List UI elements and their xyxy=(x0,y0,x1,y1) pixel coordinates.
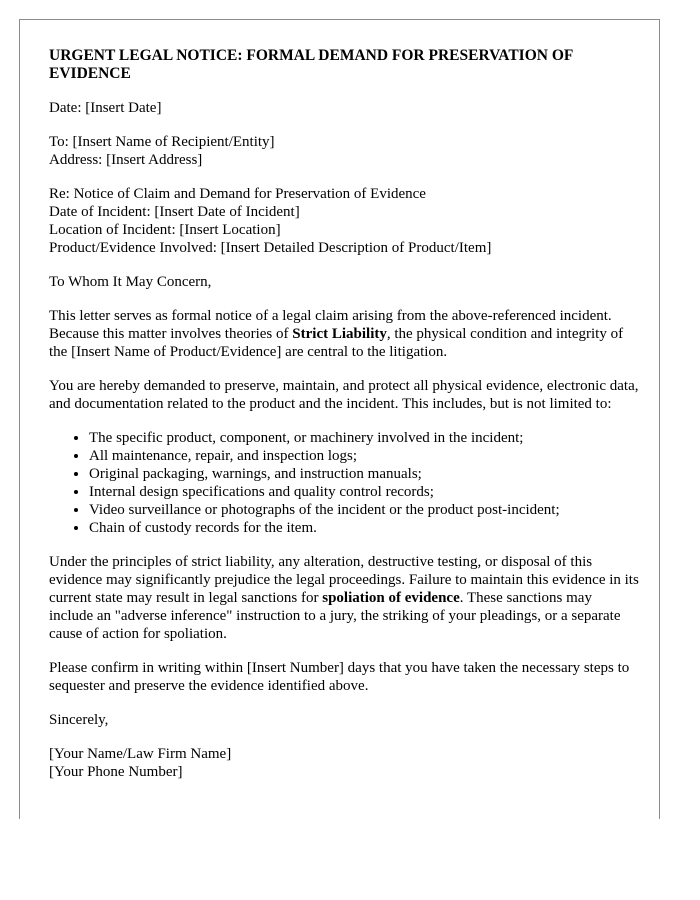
closing: Sincerely, xyxy=(49,712,109,728)
strict-liability-emphasis: Strict Liability xyxy=(292,326,387,342)
salutation: To Whom It May Concern, xyxy=(49,274,212,290)
re-line: Re: Notice of Claim and Demand for Preservation of Evidence xyxy=(49,186,426,202)
paragraph-notice-text: This letter serves as formal notice of a legal claim arising from the above-referenced incident. Because this matter involves theories of xyxy=(49,308,612,342)
signature-block xyxy=(49,745,639,781)
signature-name: [Your Name/Law Firm Name] xyxy=(49,746,232,762)
letter-body xyxy=(49,47,639,781)
document-page xyxy=(19,19,660,819)
list-item: • Chain of custody records for the item. xyxy=(89,519,639,537)
recipient-to: To: [Insert Name of Recipient/Entity] xyxy=(49,134,275,150)
paragraph-notice xyxy=(49,307,639,361)
product-line: Product/Evidence Involved: [Insert Detailed Description of Product/Item] xyxy=(49,240,492,256)
incident-date-line: Date of Incident: [Insert Date of Incident] xyxy=(49,204,300,220)
date-line: Date: [Insert Date] xyxy=(49,100,162,116)
recipient-block xyxy=(49,133,639,169)
recipient-address: Address: [Insert Address] xyxy=(49,152,203,168)
paragraph-confirm: Please confirm in writing within [Insert Number] days that you have taken the necessary steps to sequester and preserve the evidence identified above. xyxy=(49,660,630,694)
paragraph-demand: You are hereby demanded to preserve, maintain, and protect all physical evidence, electronic data, and documentation related to the product and the incident. This includes, but is not limited to: xyxy=(49,378,639,412)
list-item: • Original packaging, warnings, and instruction manuals; xyxy=(89,465,639,483)
signature-phone: [Your Phone Number] xyxy=(49,764,183,780)
incident-location-line: Location of Incident: [Insert Location] xyxy=(49,222,281,238)
list-item: • Video surveillance or photographs of the incident or the product post-incident; xyxy=(89,501,639,519)
paragraph-notice-text-end: , the physical condition and integrity of the [Insert Name of Product/Evidence] are central to the litigation. xyxy=(49,326,624,360)
document-title: URGENT LEGAL NOTICE: FORMAL DEMAND FOR PRESERVATION OF EVIDENCE xyxy=(49,47,573,82)
paragraph-spoliation-text: Under the principles of strict liability, any alteration, destructive testing, or disposal of this evidence may significantly prejudice the legal proceedings. Failure to maintain this evidence in its current state may result in legal sanctions for xyxy=(49,554,639,606)
list-item: • All maintenance, repair, and inspection logs; xyxy=(89,447,639,465)
list-item: • Internal design specifications and quality control records; xyxy=(89,483,639,501)
re-block xyxy=(49,185,639,257)
spoliation-emphasis: spoliation of evidence xyxy=(322,590,460,606)
paragraph-spoliation-text-end: . These sanctions may include an "adverse inference" instruction to a jury, the striking of your pleadings, or a separate cause of action for spoliation. xyxy=(49,590,621,642)
paragraph-spoliation xyxy=(49,553,639,643)
evidence-list xyxy=(49,429,639,537)
list-item: • The specific product, component, or machinery involved in the incident; xyxy=(89,429,639,447)
